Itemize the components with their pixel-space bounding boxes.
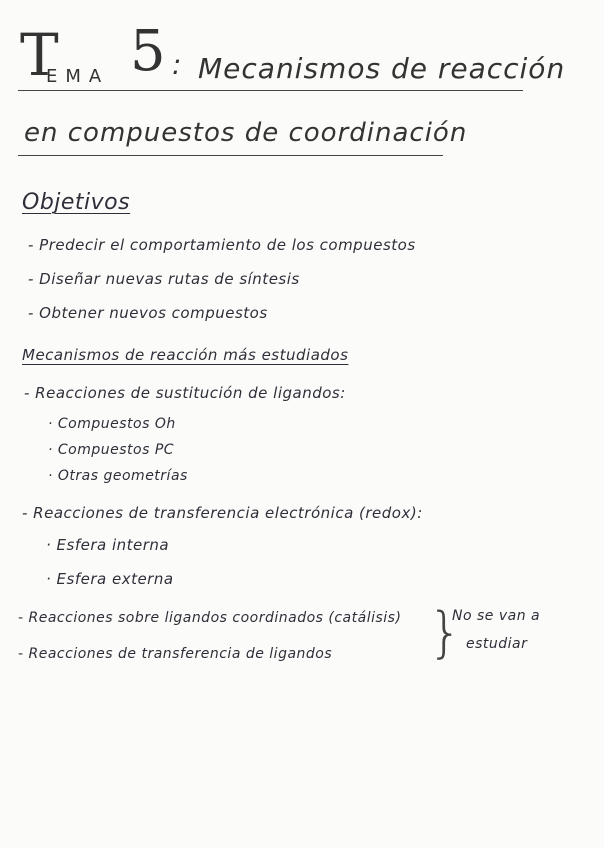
title-line2: en compuestos de coordinación bbox=[24, 118, 468, 148]
objetivo-item-1: - Predecir el comportamiento de los compuestos bbox=[28, 236, 416, 254]
objetivo-item-2: - Diseñar nuevas rutas de síntesis bbox=[28, 270, 300, 288]
title-number: 5 bbox=[130, 19, 166, 84]
transferencia-label: - Reacciones de transferencia electrónica (redox): bbox=[22, 504, 423, 522]
title-ema: EMA bbox=[46, 66, 110, 87]
sustitucion-sub-1: · Compuestos Oh bbox=[48, 416, 176, 432]
bracket: } bbox=[428, 601, 463, 664]
sustitucion-sub-3: · Otras geometrías bbox=[48, 468, 188, 484]
sustitucion-label: - Reacciones de sustitución de ligandos: bbox=[24, 384, 346, 402]
title-rule-1 bbox=[18, 90, 523, 91]
mecanismos-heading: Mecanismos de reacción más estudiados bbox=[22, 346, 349, 364]
transferencia-ligandos-label: - Reacciones de transferencia de ligandos bbox=[18, 646, 333, 662]
objetivo-item-3: - Obtener nuevos compuestos bbox=[28, 304, 268, 322]
title-colon: : bbox=[172, 48, 183, 81]
title-line1: Mecanismos de reacción bbox=[198, 52, 566, 85]
sustitucion-sub-2: · Compuestos PC bbox=[48, 442, 175, 458]
transferencia-sub-1: · Esfera interna bbox=[46, 536, 170, 554]
title-rule-2 bbox=[18, 155, 443, 156]
note-line-2: estudiar bbox=[466, 636, 528, 652]
note-line-1: No se van a bbox=[452, 608, 541, 624]
transferencia-sub-2: · Esfera externa bbox=[46, 570, 174, 588]
title-big-t: T bbox=[20, 21, 59, 89]
objetivos-heading: Objetivos bbox=[22, 190, 131, 215]
catalisis-label: - Reacciones sobre ligandos coordinados (catálisis) bbox=[18, 610, 402, 626]
